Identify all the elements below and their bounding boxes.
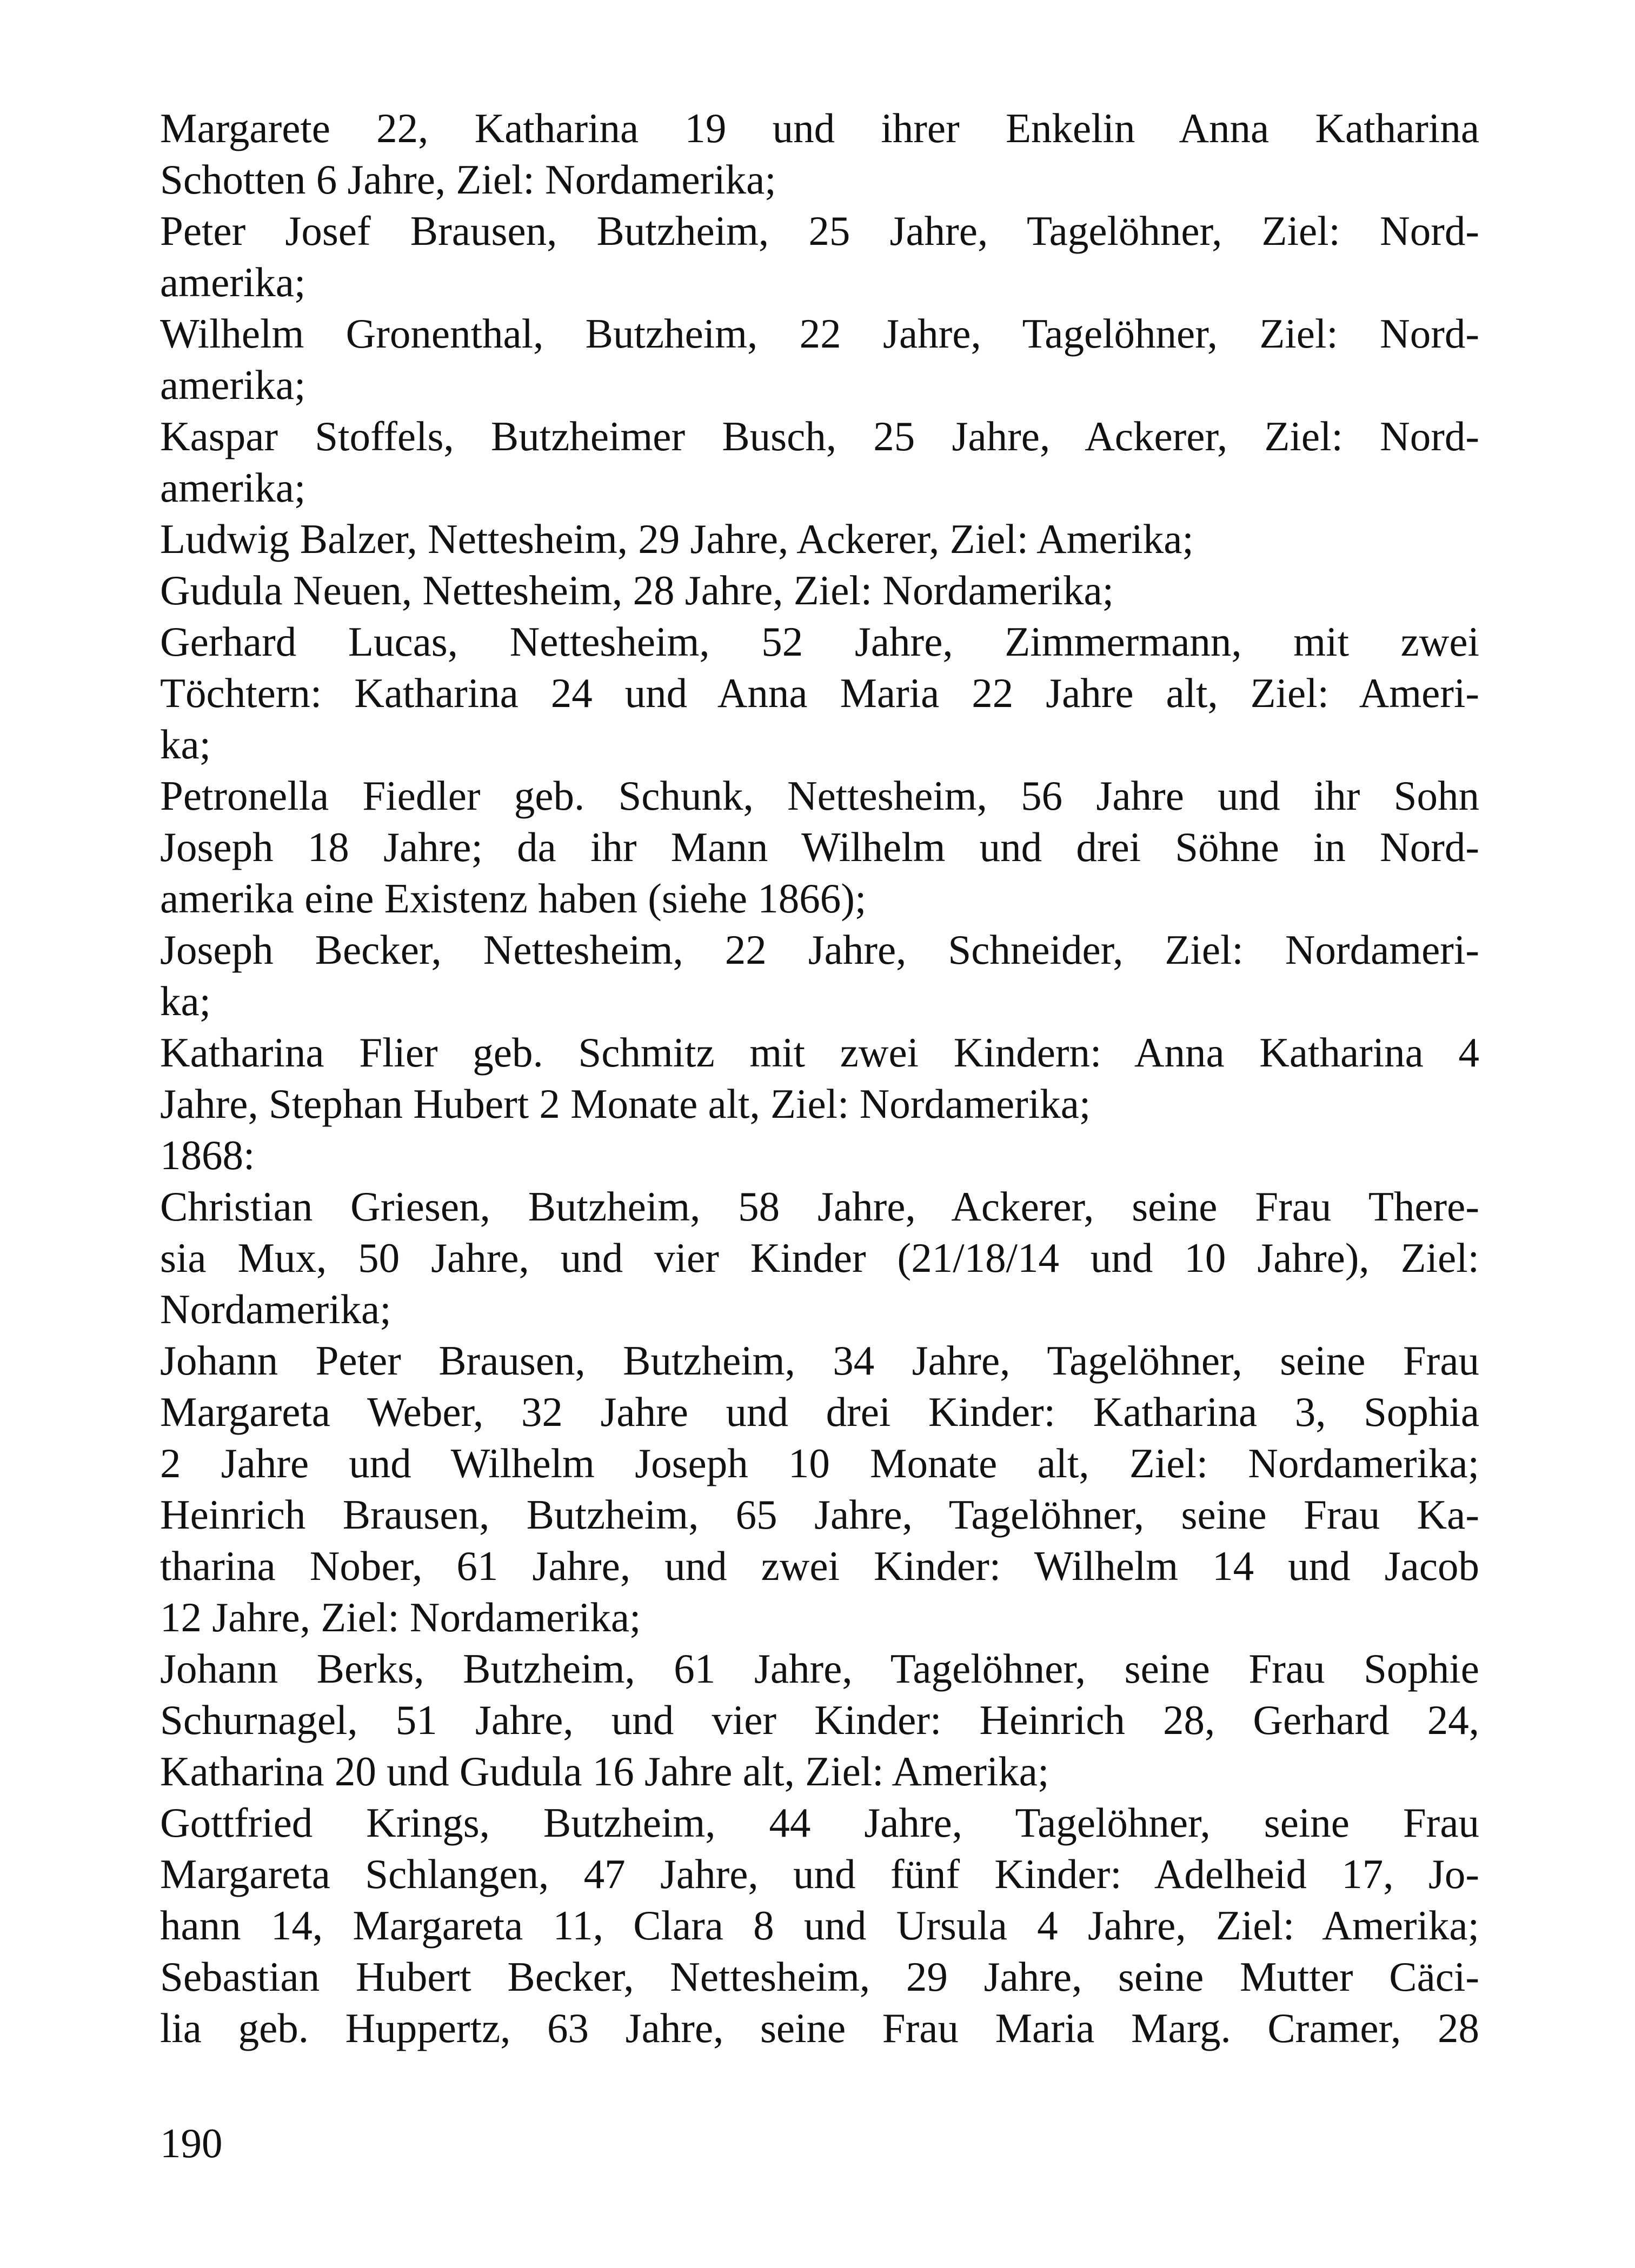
text-line: tharina Nober, 61 Jahre, und zwei Kinder: Wilhelm 14 und Jacob — [160, 1543, 1479, 1589]
text-line: Katharina 20 und Gudula 16 Jahre alt, Ziel: Amerika; — [160, 1748, 1049, 1795]
text-line: 2 Jahre und Wilhelm Joseph 10 Monate alt, Ziel: Nordamerika; — [160, 1440, 1479, 1486]
text-line: Johann Berks, Butzheim, 61 Jahre, Tagelöhner, seine Frau Sophie — [160, 1645, 1479, 1692]
text-line: Wilhelm Gronenthal, Butzheim, 22 Jahre, Tagelöhner, Ziel: Nord- — [160, 310, 1479, 357]
text-line: hann 14, Margareta 11, Clara 8 und Ursula 4 Jahre, Ziel: Amerika; — [160, 1902, 1479, 1949]
text-line: Töchtern: Katharina 24 und Anna Maria 22 Jahre alt, Ziel: Ameri- — [160, 670, 1479, 716]
text-line: lia geb. Huppertz, 63 Jahre, seine Frau Maria Marg. Cramer, 28 — [160, 2005, 1479, 2051]
text-line: Gerhard Lucas, Nettesheim, 52 Jahre, Zimmermann, mit zwei — [160, 618, 1479, 665]
text-line: Joseph 18 Jahre; da ihr Mann Wilhelm und drei Söhne in Nord- — [160, 824, 1479, 870]
text-line: Schotten 6 Jahre, Ziel: Nordamerika; — [160, 156, 776, 203]
text-line: amerika; — [160, 362, 306, 408]
body-text — [160, 103, 1479, 2054]
page-number: 190 — [160, 2120, 223, 2166]
text-line: Gudula Neuen, Nettesheim, 28 Jahre, Ziel: Nordamerika; — [160, 567, 1114, 613]
text-line: Sebastian Hubert Becker, Nettesheim, 29 Jahre, seine Mutter Cäci- — [160, 1953, 1479, 2000]
text-line: amerika; — [160, 259, 306, 305]
text-line: ka; — [160, 721, 211, 768]
text-line: 1868: — [160, 1132, 255, 1178]
text-line: Peter Josef Brausen, Butzheim, 25 Jahre, Tagelöhner, Ziel: Nord- — [160, 208, 1479, 254]
text-line: Christian Griesen, Butzheim, 58 Jahre, Ackerer, seine Frau There- — [160, 1183, 1479, 1230]
text-line: Johann Peter Brausen, Butzheim, 34 Jahre, Tagelöhner, seine Frau — [160, 1337, 1479, 1384]
text-line: Ludwig Balzer, Nettesheim, 29 Jahre, Ackerer, Ziel: Amerika; — [160, 516, 1194, 562]
text-line: Nordamerika; — [160, 1286, 391, 1332]
text-line: Margareta Weber, 32 Jahre und drei Kinder: Katharina 3, Sophia — [160, 1389, 1479, 1435]
text-line: Margarete 22, Katharina 19 und ihrer Enkelin Anna Katharina — [160, 105, 1479, 151]
text-line: Margareta Schlangen, 47 Jahre, und fünf Kinder: Adelheid 17, Jo- — [160, 1851, 1479, 1897]
text-line: Schurnagel, 51 Jahre, und vier Kinder: Heinrich 28, Gerhard 24, — [160, 1697, 1479, 1743]
text-line: Gottfried Krings, Butzheim, 44 Jahre, Tagelöhner, seine Frau — [160, 1799, 1479, 1846]
text-line: amerika eine Existenz haben (siehe 1866); — [160, 875, 867, 922]
text-line: amerika; — [160, 464, 306, 511]
text-line: ka; — [160, 978, 211, 1024]
text-line: Jahre, Stephan Hubert 2 Monate alt, Ziel: Nordamerika; — [160, 1080, 1091, 1127]
text-line: Kaspar Stoffels, Butzheimer Busch, 25 Jahre, Ackerer, Ziel: Nord- — [160, 413, 1479, 459]
text-line: sia Mux, 50 Jahre, und vier Kinder (21/18/14 und 10 Jahre), Ziel: — [160, 1235, 1479, 1281]
text-line: Petronella Fiedler geb. Schunk, Nettesheim, 56 Jahre und ihr Sohn — [160, 772, 1479, 819]
text-line: 12 Jahre, Ziel: Nordamerika; — [160, 1594, 641, 1640]
text-line: Joseph Becker, Nettesheim, 22 Jahre, Schneider, Ziel: Nordameri- — [160, 926, 1479, 973]
text-line: Katharina Flier geb. Schmitz mit zwei Kindern: Anna Katharina 4 — [160, 1029, 1479, 1076]
text-line: Heinrich Brausen, Butzheim, 65 Jahre, Tagelöhner, seine Frau Ka- — [160, 1491, 1479, 1538]
